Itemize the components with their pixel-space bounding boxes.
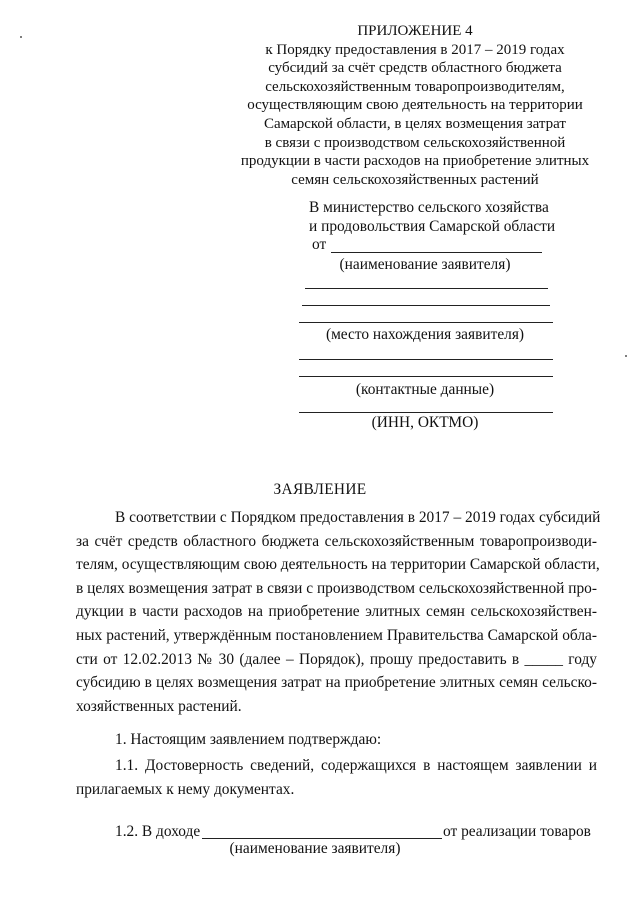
location-caption: (место нахождения заявителя) xyxy=(325,326,525,343)
item-1-1-line: 1.1. Достоверность сведений, содержащихся в настоящем заявлении и xyxy=(115,757,597,774)
appendix-title: ПРИЛОЖЕНИЕ 4 xyxy=(357,23,473,39)
contacts-line-1[interactable] xyxy=(299,359,553,360)
scan-speck xyxy=(20,36,22,38)
appendix-line: сельскохозяйственным товаропроизводителям, xyxy=(265,78,565,95)
body-line: сти от 12.02.2013 № 30 (далее – Порядок), прошу предоставить в _____ году xyxy=(76,650,597,668)
body-line: в целях возмещения затрат в связи с производством сельскохозяйственной про- xyxy=(76,579,597,597)
body-line: хозяйственных растений. xyxy=(76,697,242,715)
body-line: субсидию в целях возмещения затрат на приобретение элитных семян сельско- xyxy=(76,674,597,692)
location-line-1[interactable] xyxy=(302,305,550,306)
addressee-block xyxy=(292,199,582,255)
appendix-line: в связи с производством сельскохозяйственной xyxy=(264,134,566,151)
location-line-2[interactable] xyxy=(299,322,553,323)
applicant-name-line-2[interactable] xyxy=(305,288,548,289)
appendix-line: Самарской области, в целях возмещения затрат xyxy=(264,115,566,132)
statement-body xyxy=(76,506,601,718)
applicant-name-line[interactable] xyxy=(331,252,542,253)
body-line: телям, осуществляющим свою деятельность на территории Самарской области, xyxy=(76,556,600,574)
appendix-header xyxy=(200,22,630,189)
inn-oktmo-line[interactable] xyxy=(299,412,553,413)
item-1-2-caption: (наименование заявителя) xyxy=(229,840,401,857)
item-1-2-prefix: 1.2. В доходе xyxy=(115,823,201,840)
appendix-line: к Порядку предоставления в 2017 – 2019 годах xyxy=(265,41,565,58)
addressee-line: и продовольствия Самарской области xyxy=(309,217,556,235)
statement-title: ЗАЯВЛЕНИЕ xyxy=(273,481,367,498)
addressee-line: В министерство сельского хозяйства xyxy=(309,199,549,216)
body-line: ных растений, утверждённым постановлением Правительства Самарской обла- xyxy=(76,626,597,644)
appendix-line: осуществляющим свою деятельность на территории xyxy=(247,97,583,114)
item-1-1-line: прилагаемых к нему документах. xyxy=(76,780,295,798)
body-line: В соответствии с Порядком предоставления в 2017 – 2019 годах субсидий xyxy=(115,509,601,526)
appendix-line: продукции в части расходов на приобретение элитных xyxy=(240,153,590,170)
inn-oktmo-caption: (ИНН, ОКТМО) xyxy=(371,414,479,431)
item-1-2-suffix: от реализации товаров xyxy=(443,823,591,840)
appendix-line: семян сельскохозяйственных растений xyxy=(291,171,539,188)
body-line: за счёт средств областного бюджета сельскохозяйственным товаропроизводи- xyxy=(76,532,597,550)
applicant-name-caption: (наименование заявителя) xyxy=(339,256,511,273)
body-line: дукции в части расходов на приобретение элитных семян сельскохозяйствен- xyxy=(76,603,597,621)
item-1-2-applicant-line[interactable] xyxy=(202,838,442,839)
from-label: от xyxy=(312,236,327,253)
appendix-line: субсидий за счёт средств областного бюджета xyxy=(268,60,562,77)
contacts-caption: (контактные данные) xyxy=(355,381,495,398)
item-1: 1. Настоящим заявлением подтверждаю: xyxy=(115,731,382,748)
contacts-line-2[interactable] xyxy=(299,376,553,377)
item-1-1 xyxy=(76,754,597,801)
scan-speck xyxy=(625,355,627,357)
